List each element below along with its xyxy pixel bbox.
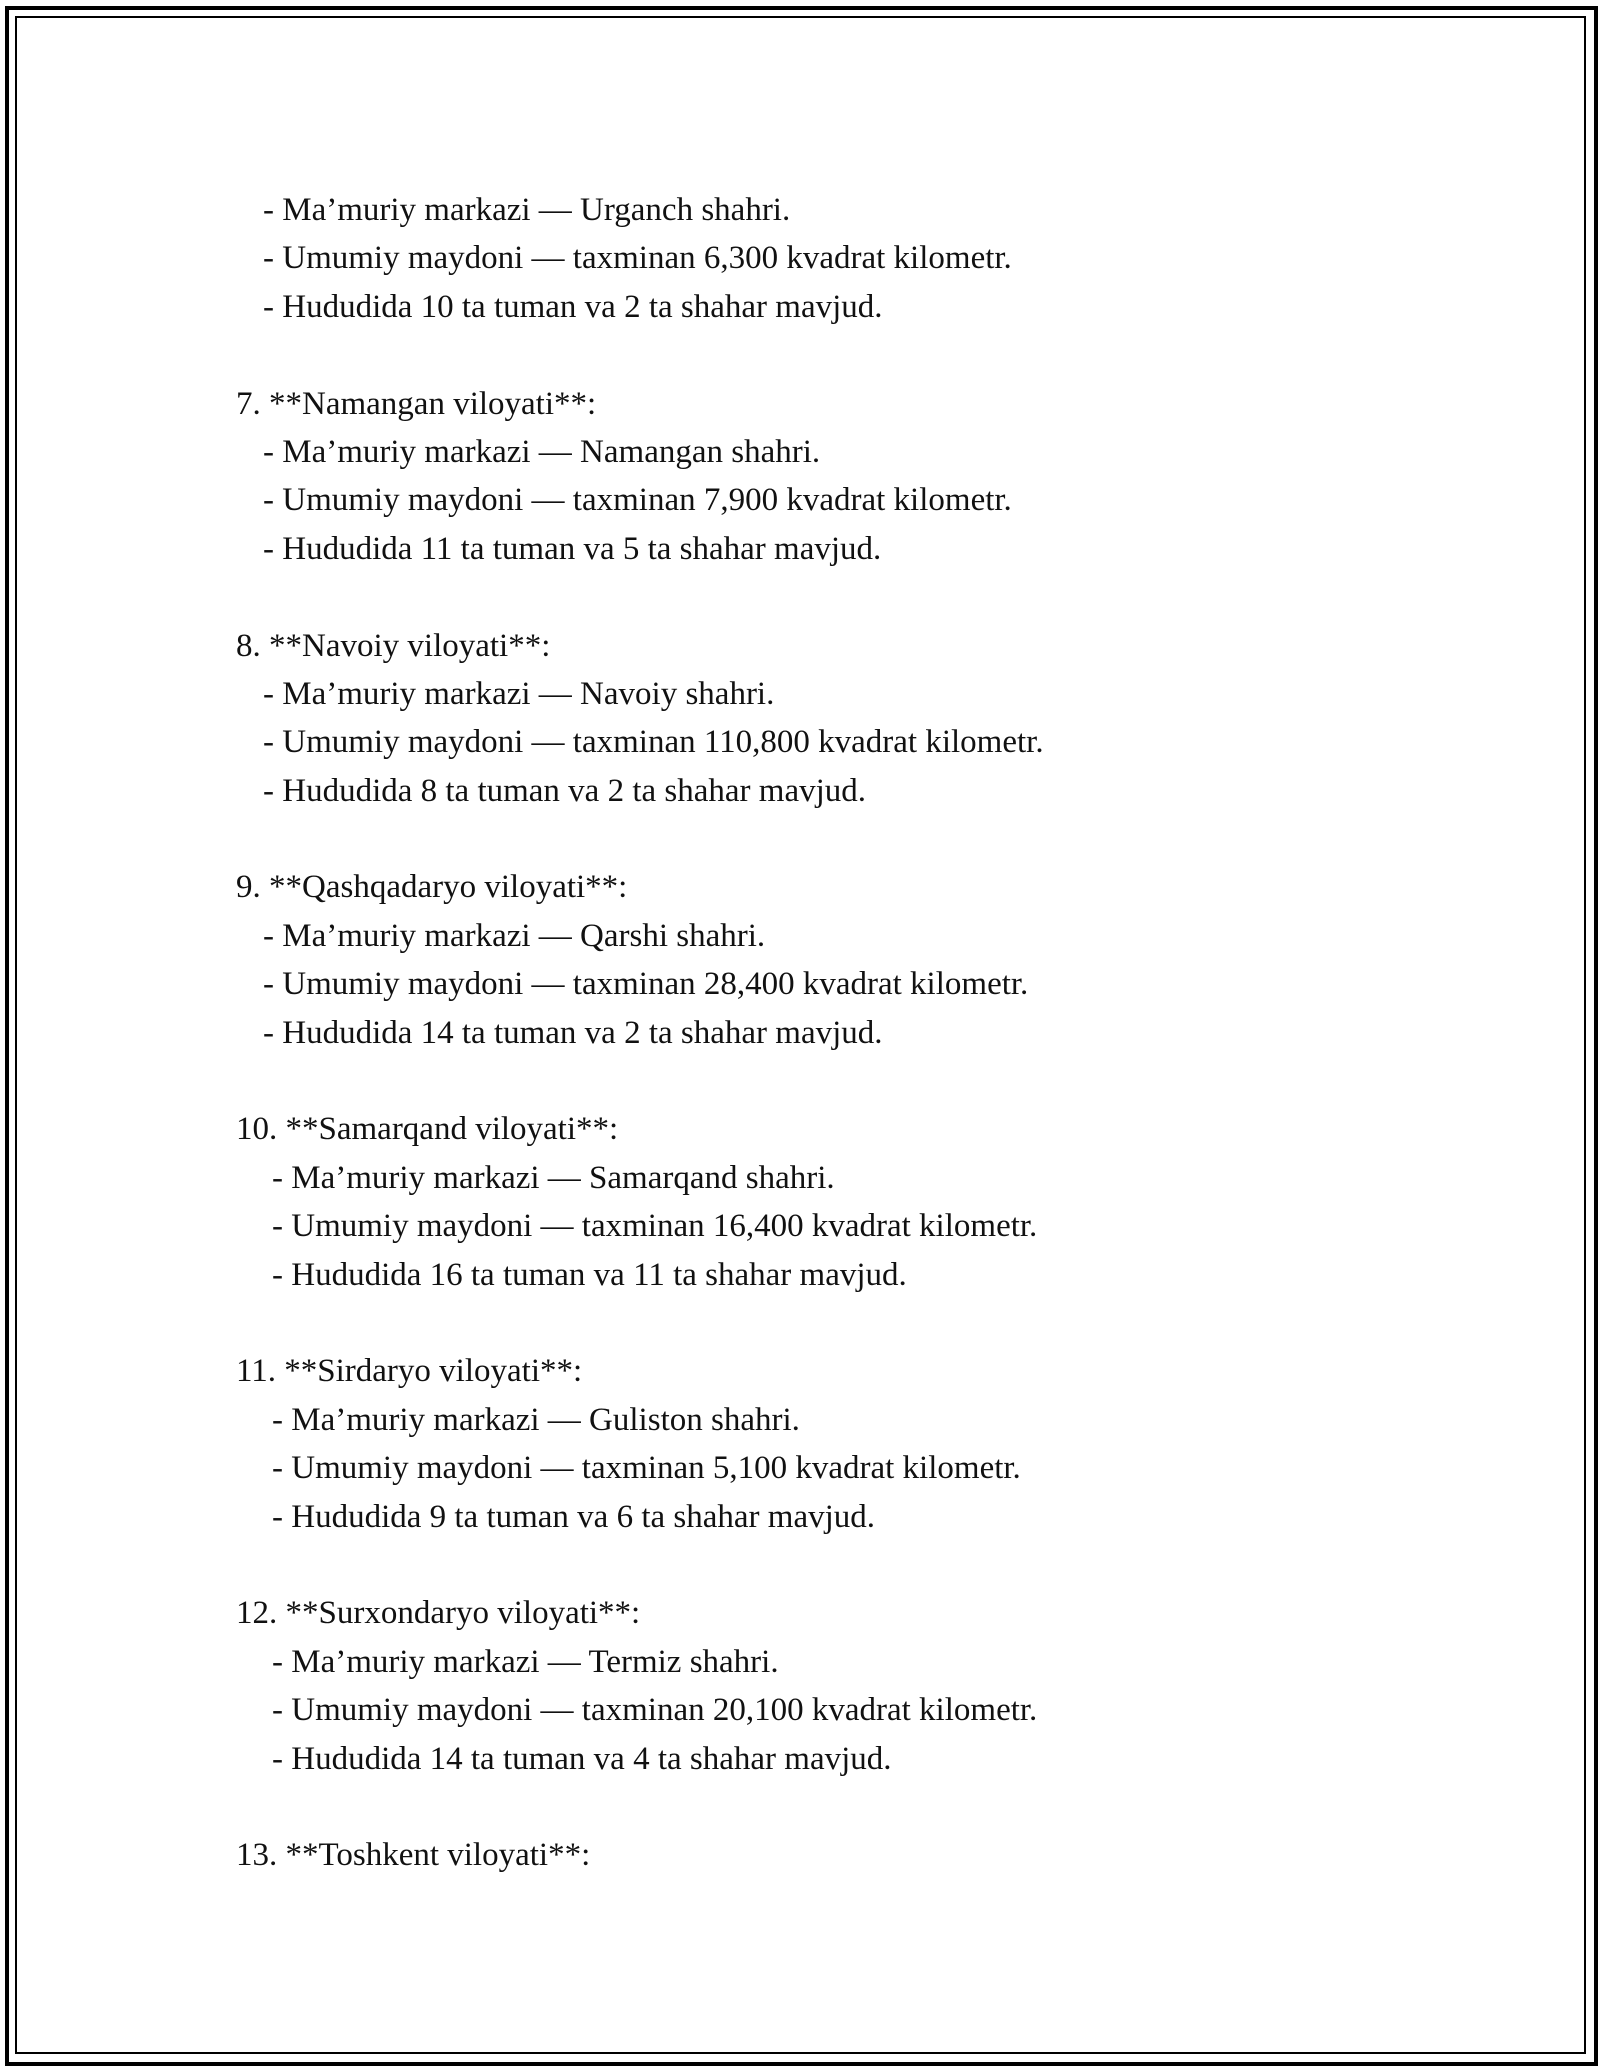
section-bullet: - Umumiy maydoni — taxminan 7,900 kvadrat kilometr. — [263, 482, 1012, 519]
section-heading: 7. **Namangan viloyati**: — [236, 385, 597, 422]
section-heading: 10. **Samarqand viloyati**: — [236, 1111, 619, 1148]
section-bullet: - Hududida 14 ta tuman va 2 ta shahar mavjud. — [263, 1014, 883, 1051]
section-heading: 13. **Toshkent viloyati**: — [236, 1837, 591, 1874]
section-bullet: - Ma’muriy markazi — Namangan shahri. — [263, 433, 821, 470]
document-body — [0, 186, 1600, 1880]
section-bullet: - Hududida 16 ta tuman va 11 ta shahar mavjud. — [272, 1256, 907, 1293]
section-bullet: - Umumiy maydoni — taxminan 16,400 kvadrat kilometr. — [272, 1208, 1038, 1245]
section-bullet: - Ma’muriy markazi — Termiz shahri. — [272, 1643, 779, 1680]
section-heading: 8. **Navoiy viloyati**: — [236, 627, 551, 664]
section-bullet: - Ma’muriy markazi — Guliston shahri. — [272, 1401, 800, 1438]
section-bullet: - Ma’muriy markazi — Qarshi shahri. — [263, 917, 766, 954]
section-bullet: - Umumiy maydoni — taxminan 110,800 kvadrat kilometr. — [263, 724, 1044, 761]
intro-bullet: - Hududida 10 ta tuman va 2 ta shahar mavjud. — [263, 288, 883, 325]
section-bullet: - Hududida 9 ta tuman va 6 ta shahar mavjud. — [272, 1498, 876, 1535]
section-heading: 12. **Surxondaryo viloyati**: — [236, 1595, 641, 1632]
section-bullet: - Umumiy maydoni — taxminan 28,400 kvadrat kilometr. — [263, 966, 1029, 1003]
section-bullet: - Hududida 8 ta tuman va 2 ta shahar mavjud. — [263, 772, 867, 809]
section-bullet: - Hududida 14 ta tuman va 4 ta shahar mavjud. — [272, 1740, 892, 1777]
section-bullet: - Umumiy maydoni — taxminan 20,100 kvadrat kilometr. — [272, 1692, 1038, 1729]
section-heading: 9. **Qashqadaryo viloyati**: — [236, 869, 628, 906]
intro-bullet: - Ma’muriy markazi — Urganch shahri. — [263, 192, 791, 228]
section-bullet: - Hududida 11 ta tuman va 5 ta shahar mavjud. — [263, 530, 882, 567]
section-bullet: - Umumiy maydoni — taxminan 5,100 kvadrat kilometr. — [272, 1450, 1021, 1487]
section-bullet: - Ma’muriy markazi — Navoiy shahri. — [263, 675, 775, 712]
intro-bullet: - Umumiy maydoni — taxminan 6,300 kvadrat kilometr. — [263, 240, 1012, 277]
section-heading: 11. **Sirdaryo viloyati**: — [236, 1353, 583, 1390]
section-bullet: - Ma’muriy markazi — Samarqand shahri. — [272, 1159, 835, 1196]
